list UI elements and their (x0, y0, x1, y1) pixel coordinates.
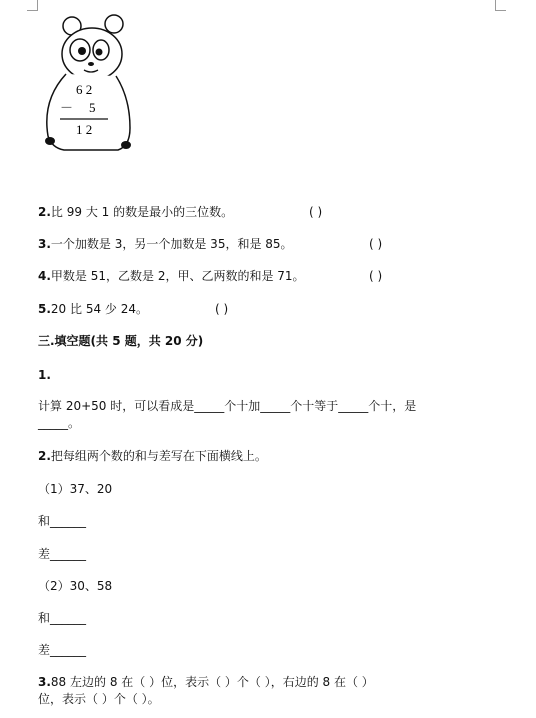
q1-text-line1: 计算 20+50 时，可以看成是_____个十加_____个十等于_____个十，是 (38, 399, 417, 413)
judge-item-5 (38, 301, 148, 317)
question-text: 20 比 54 少 24。 (50, 302, 148, 316)
q2-prompt (38, 448, 267, 464)
page-corner-mark-left (27, 0, 38, 11)
question-number: 3. (38, 675, 51, 689)
q1-number: 1. (38, 368, 51, 382)
answer-parentheses[interactable]: ( ) (369, 237, 383, 251)
question-number: 2. (38, 449, 51, 463)
question-number: 5. (38, 302, 51, 316)
figure-result: 1 2 (76, 122, 93, 137)
answer-parentheses[interactable]: ( ) (215, 302, 229, 316)
answer-parentheses[interactable]: ( ) (369, 269, 383, 283)
q2-group1: （1）37、20 (38, 482, 113, 496)
judge-item-4 (38, 268, 305, 284)
figure-operator: － (60, 100, 74, 115)
question-text: 88 左边的 8 在（ ）位，表示（ ）个（ ），右边的 8 在（ ） (50, 675, 374, 689)
question-text: 把每组两个数的和与差写在下面横线上。 (50, 449, 267, 463)
page-corner-mark-right (495, 0, 506, 11)
figure-subtrahend: 5 (89, 100, 96, 115)
question-number: 3. (38, 237, 51, 251)
figure-minuend: 6 2 (76, 82, 93, 97)
question-text: 一个加数是 3，另一个加数是 35，和是 85。 (50, 237, 293, 251)
question-number: 4. (38, 269, 51, 283)
q2-sum2-blank[interactable]: 和______ (38, 611, 87, 625)
q2-sum1-blank[interactable]: 和______ (38, 514, 87, 528)
q2-group2: （2）30、58 (38, 579, 113, 593)
q2-diff2-blank[interactable]: 差______ (38, 643, 87, 657)
question-text: 甲数是 51，乙数是 2，甲、乙两数的和是 71。 (50, 269, 305, 283)
question-text: 比 99 大 1 的数是最小的三位数。 (50, 205, 234, 219)
q3-line2: 位，表示（ ）个（ ）。 (38, 692, 160, 706)
question-number: 2. (38, 205, 51, 219)
judge-item-2 (38, 204, 233, 220)
panda-illustration (38, 10, 138, 160)
answer-parentheses[interactable]: ( ) (309, 205, 323, 219)
judge-item-3 (38, 236, 293, 252)
q2-diff1-blank[interactable]: 差______ (38, 547, 87, 561)
q3-line1 (38, 674, 374, 690)
q1-text-line2: _____。 (38, 416, 81, 430)
section-title: 三.填空题(共 5 题，共 20 分) (38, 334, 204, 348)
